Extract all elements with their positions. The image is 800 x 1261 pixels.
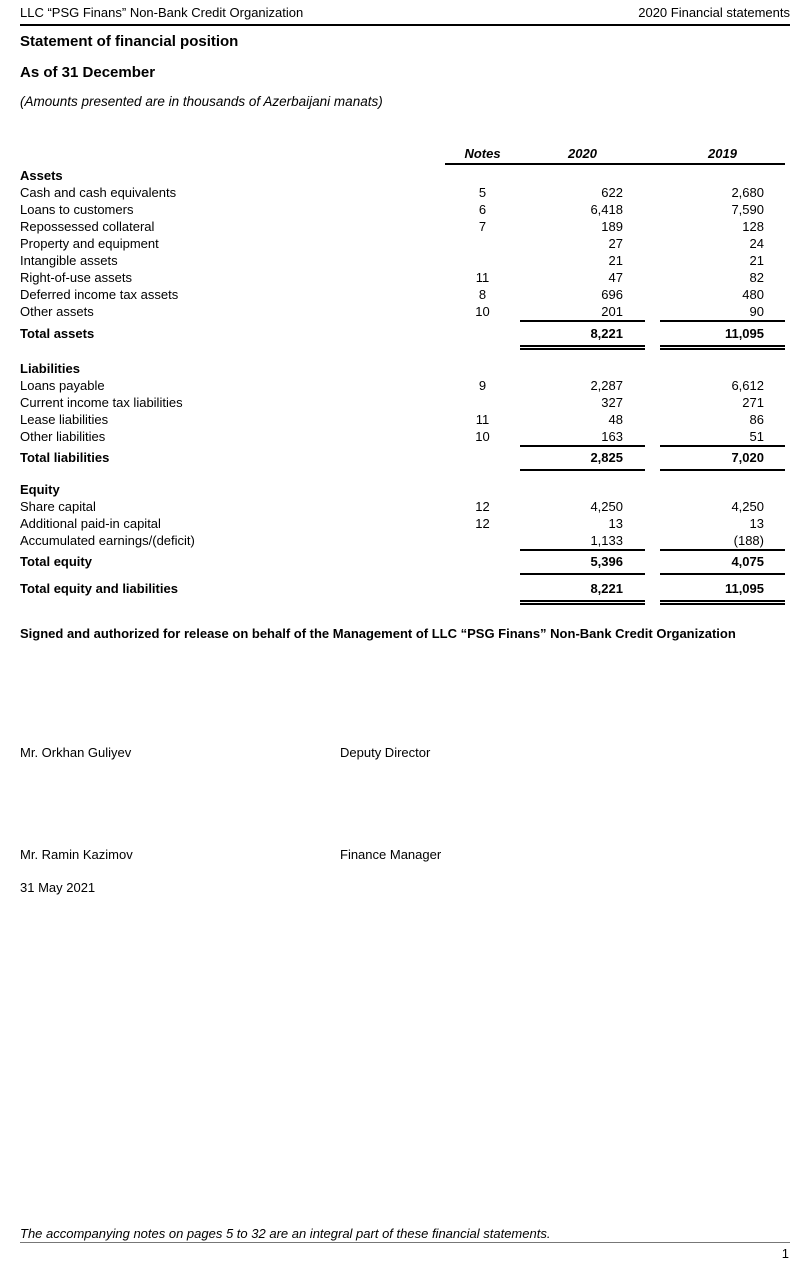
- section-heading-assets: Assets: [20, 168, 63, 183]
- row-note: 11: [475, 270, 490, 285]
- footer-note: The accompanying notes on pages 5 to 32 are an integral part of these financial statements.: [20, 1226, 551, 1241]
- row-label: Share capital: [20, 499, 96, 514]
- total-equity-and-liabilities-row: [20, 580, 785, 605]
- row-note: [445, 532, 520, 551]
- total-value-2020: 8,221: [520, 580, 645, 605]
- total-value-2019: 7,020: [660, 449, 785, 471]
- row-value-2020: 2,287: [590, 378, 623, 393]
- row-value-2019: 6,612: [731, 378, 764, 393]
- total-label: Total assets: [20, 326, 95, 341]
- row-value-2020: 13: [608, 516, 623, 531]
- row-note: 6: [478, 202, 487, 217]
- table-row: [20, 411, 785, 428]
- row-value-2020: 1,133: [520, 532, 645, 551]
- signatory-role: Deputy Director: [340, 745, 431, 760]
- row-label: Right-of-use assets: [20, 270, 132, 285]
- row-label: Additional paid-in capital: [20, 516, 161, 531]
- page-number: 1: [781, 1246, 789, 1261]
- row-label: Deferred income tax assets: [20, 287, 179, 302]
- row-note: [445, 394, 520, 411]
- row-value-2020: 163: [520, 428, 645, 447]
- table-row: [20, 286, 785, 303]
- row-value-2020: 696: [601, 287, 623, 302]
- row-value-2020: 27: [608, 236, 623, 251]
- signoff-statement: Signed and authorized for release on behalf of the Management of LLC “PSG Finans” Non-Bank Credit Organization: [20, 626, 736, 641]
- table-row: [20, 269, 785, 286]
- total-value-2019: 4,075: [660, 553, 785, 575]
- row-value-2019: (188): [660, 532, 785, 551]
- total-value-2020: 2,825: [520, 449, 645, 471]
- row-value-2020: 48: [608, 412, 623, 427]
- statement-title: Statement of financial position: [20, 33, 239, 50]
- row-note: 9: [478, 378, 487, 393]
- page-header: [20, 5, 790, 26]
- table-row: [20, 218, 785, 235]
- row-note: 10: [475, 429, 490, 444]
- total-label: Total liabilities: [20, 450, 110, 465]
- table-row: [20, 235, 785, 252]
- total-value-2019: 11,095: [660, 325, 785, 350]
- row-note: 12: [475, 516, 490, 531]
- row-label: Other liabilities: [20, 429, 106, 444]
- total-value-2020: 8,221: [520, 325, 645, 350]
- table-row: [20, 394, 785, 411]
- row-note: 10: [475, 304, 490, 319]
- signatory-name: Mr. Ramin Kazimov: [20, 847, 133, 862]
- row-value-2019: 7,590: [731, 202, 764, 217]
- financial-position-table: [20, 146, 785, 605]
- report-name: 2020 Financial statements: [638, 5, 790, 20]
- section-heading-equity: Equity: [20, 482, 60, 497]
- table-row: [20, 532, 785, 551]
- signatory-row: [20, 847, 765, 862]
- signatory-name: Mr. Orkhan Guliyev: [20, 745, 132, 760]
- row-value-2019: 271: [742, 395, 764, 410]
- row-label: Repossessed collateral: [20, 219, 155, 234]
- column-header-notes: Notes: [464, 146, 501, 161]
- table-header-row: [20, 146, 785, 162]
- row-value-2019: 51: [660, 428, 785, 447]
- row-value-2019: 128: [742, 219, 764, 234]
- row-note: [445, 252, 520, 269]
- row-note: 8: [478, 287, 487, 302]
- column-header-2019: 2019: [708, 146, 737, 161]
- total-assets-row: [20, 325, 785, 350]
- row-note: [445, 235, 520, 252]
- row-value-2020: 189: [601, 219, 623, 234]
- signatory-role: Finance Manager: [340, 847, 442, 862]
- row-value-2019: 24: [749, 236, 764, 251]
- row-label: Lease liabilities: [20, 412, 109, 427]
- company-name: LLC “PSG Finans” Non-Bank Credit Organization: [20, 5, 304, 20]
- row-label: Loans to customers: [20, 202, 134, 217]
- row-value-2020: 327: [601, 395, 623, 410]
- row-value-2020: 6,418: [590, 202, 623, 217]
- section-heading-liabilities: Liabilities: [20, 361, 80, 376]
- total-label: Total equity and liabilities: [20, 581, 178, 596]
- row-label: Current income tax liabilities: [20, 395, 183, 410]
- row-note: 7: [478, 219, 487, 234]
- footer-rule: [20, 1242, 790, 1243]
- row-note: 11: [475, 412, 490, 427]
- row-value-2020: 4,250: [590, 499, 623, 514]
- table-row: [20, 515, 785, 532]
- table-row: [20, 201, 785, 218]
- row-value-2020: 47: [608, 270, 623, 285]
- row-value-2020: 201: [520, 303, 645, 322]
- row-label: Intangible assets: [20, 253, 118, 268]
- table-row: [20, 303, 785, 322]
- row-note: 5: [478, 185, 487, 200]
- row-label: Property and equipment: [20, 236, 159, 251]
- total-equity-row: [20, 553, 785, 575]
- row-value-2019: 13: [749, 516, 764, 531]
- total-value-2019: 11,095: [660, 580, 785, 605]
- row-value-2019: 2,680: [731, 185, 764, 200]
- row-label: Cash and cash equivalents: [20, 185, 177, 200]
- statement-subtitle: As of 31 December: [20, 64, 156, 81]
- total-value-2020: 5,396: [520, 553, 645, 575]
- row-value-2019: 90: [660, 303, 785, 322]
- amounts-note: (Amounts presented are in thousands of Azerbaijani manats): [20, 94, 383, 109]
- table-row: [20, 498, 785, 515]
- row-value-2020: 622: [601, 185, 623, 200]
- row-label: Loans payable: [20, 378, 105, 393]
- table-header-rule: [445, 163, 785, 165]
- total-liabilities-row: [20, 449, 785, 471]
- total-label: Total equity: [20, 554, 92, 569]
- row-value-2019: 480: [742, 287, 764, 302]
- row-label: Accumulated earnings/(deficit): [20, 533, 195, 548]
- row-note: 12: [475, 499, 490, 514]
- column-header-2020: 2020: [568, 146, 597, 161]
- row-value-2019: 4,250: [731, 499, 764, 514]
- table-row: [20, 428, 785, 447]
- row-value-2020: 21: [608, 253, 623, 268]
- table-row: [20, 184, 785, 201]
- row-label: Other assets: [20, 304, 94, 319]
- row-value-2019: 82: [749, 270, 764, 285]
- row-value-2019: 86: [749, 412, 764, 427]
- signoff-date: 31 May 2021: [20, 880, 96, 895]
- table-row: [20, 377, 785, 394]
- signatory-row: [20, 745, 765, 760]
- row-value-2019: 21: [749, 253, 764, 268]
- table-row: [20, 252, 785, 269]
